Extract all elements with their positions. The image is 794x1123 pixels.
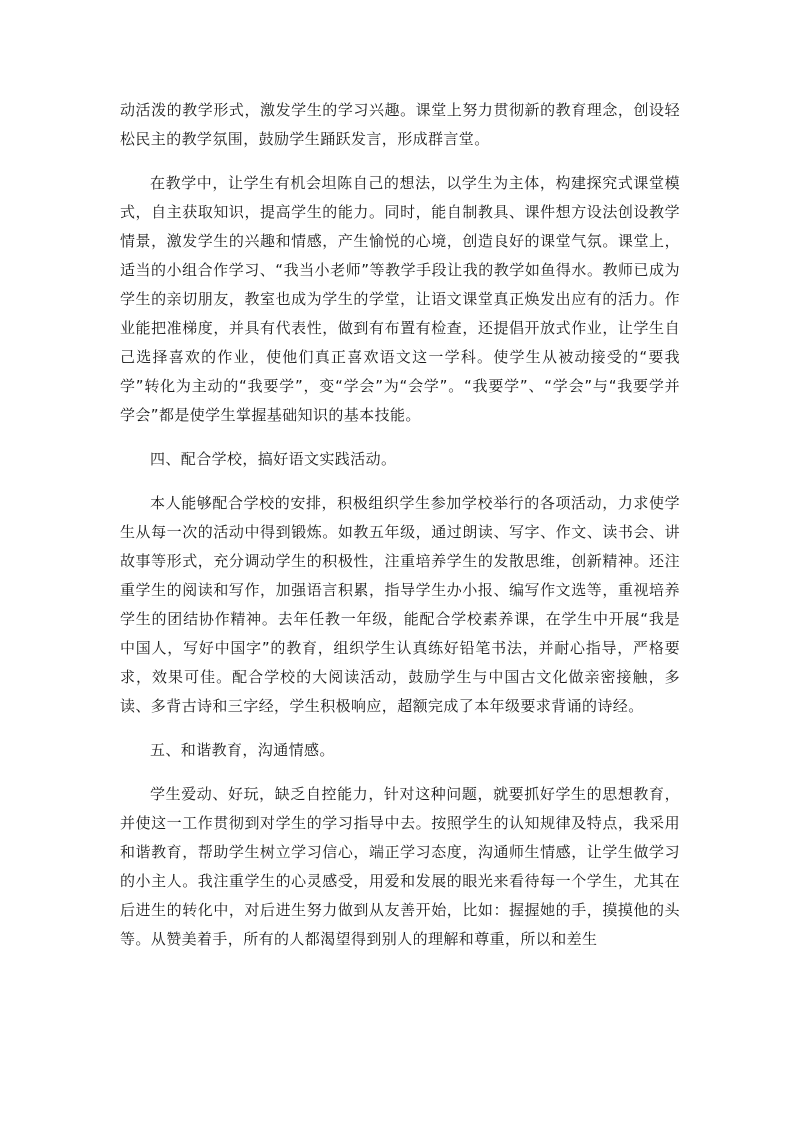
paragraph-practice-activities: 本人能够配合学校的安排，积极组织学生参加学校举行的各项活动，力求使学生从每一次的活动中得到锻炼。如教五年级，通过朗读、写字、作文、读书会、讲故事等形式，充分调动学生的积极性，注重培养学生的发散思维，创新精神。还注重学生的阅读和写作，加强语言积累，指导学生办小报、编写作文选等，重视培养学生的团结协作精神。去年任教一年级，能配合学校素养课，在学生中开展“我是中国人，写好中国字”的教育，组织学生认真练好铅笔书法，并耐心指导，严格要求，效果可佳。配合学校的大阅读活动，鼓励学生与中国古文化做亲密接触，多读、多背古诗和三字经，学生积极响应，超额完成了本年级要求背诵的诗经。 bbox=[120, 494, 680, 715]
section-heading-5: 五、和谐教育，沟通情感。 bbox=[150, 741, 335, 759]
section-heading-4: 四、配合学校，搞好语文实践活动。 bbox=[150, 450, 397, 468]
paragraph-harmonious-education: 学生爱动、好玩，缺乏自控能力，针对这种问题，就要抓好学生的思想教育，并使这一工作贯彻到对学生的学习指导中去。按照学生的认知规律及特点，我采用和谐教育，帮助学生树立学习信心，端正学习态度，沟通师生情感，让学生做学习的小主人。我注重学生的心灵感受，用爱和发展的眼光来看待每一个学生，尤其在后进生的转化中，对后进生努力做到从友善开始，比如：握握她的手，摸摸他的头等。从赞美着手，所有的人都渴望得到别人的理解和尊重，所以和差生 bbox=[120, 785, 680, 948]
paragraph-continuation: 动活泼的教学形式，激发学生的学习兴趣。课堂上努力贯彻新的教育理念，创设轻松民主的教学氛围，鼓励学生踊跃发言，形成群言堂。 bbox=[120, 101, 680, 148]
paragraph-classroom-teaching: 在教学中，让学生有机会坦陈自己的想法，以学生为主体，构建探究式课堂模式，自主获取知识，提高学生的能力。同时，能自制教具、课件想方设法创设教学情景，激发学生的兴趣和情感，产生愉悦的心境，创造良好的课堂气氛。课堂上，适当的小组合作学习、“我当小老师”等教学手段让我的教学如鱼得水。教师已成为学生的亲切朋友，教室也成为学生的学堂，让语文课堂真正焕发出应有的活力。作业能把准梯度，并具有代表性，做到有布置有检查，还提倡开放式作业，让学生自己选择喜欢的作业，使他们真正喜欢语文这一学科。使学生从被动接受的“要我学”转化为主动的“我要学”，变“学会”为“会学”。“我要学”、“学会”与“我要学并学会”都是使学生掌握基础知识的基本技能。 bbox=[120, 174, 680, 424]
document-body bbox=[120, 96, 680, 954]
